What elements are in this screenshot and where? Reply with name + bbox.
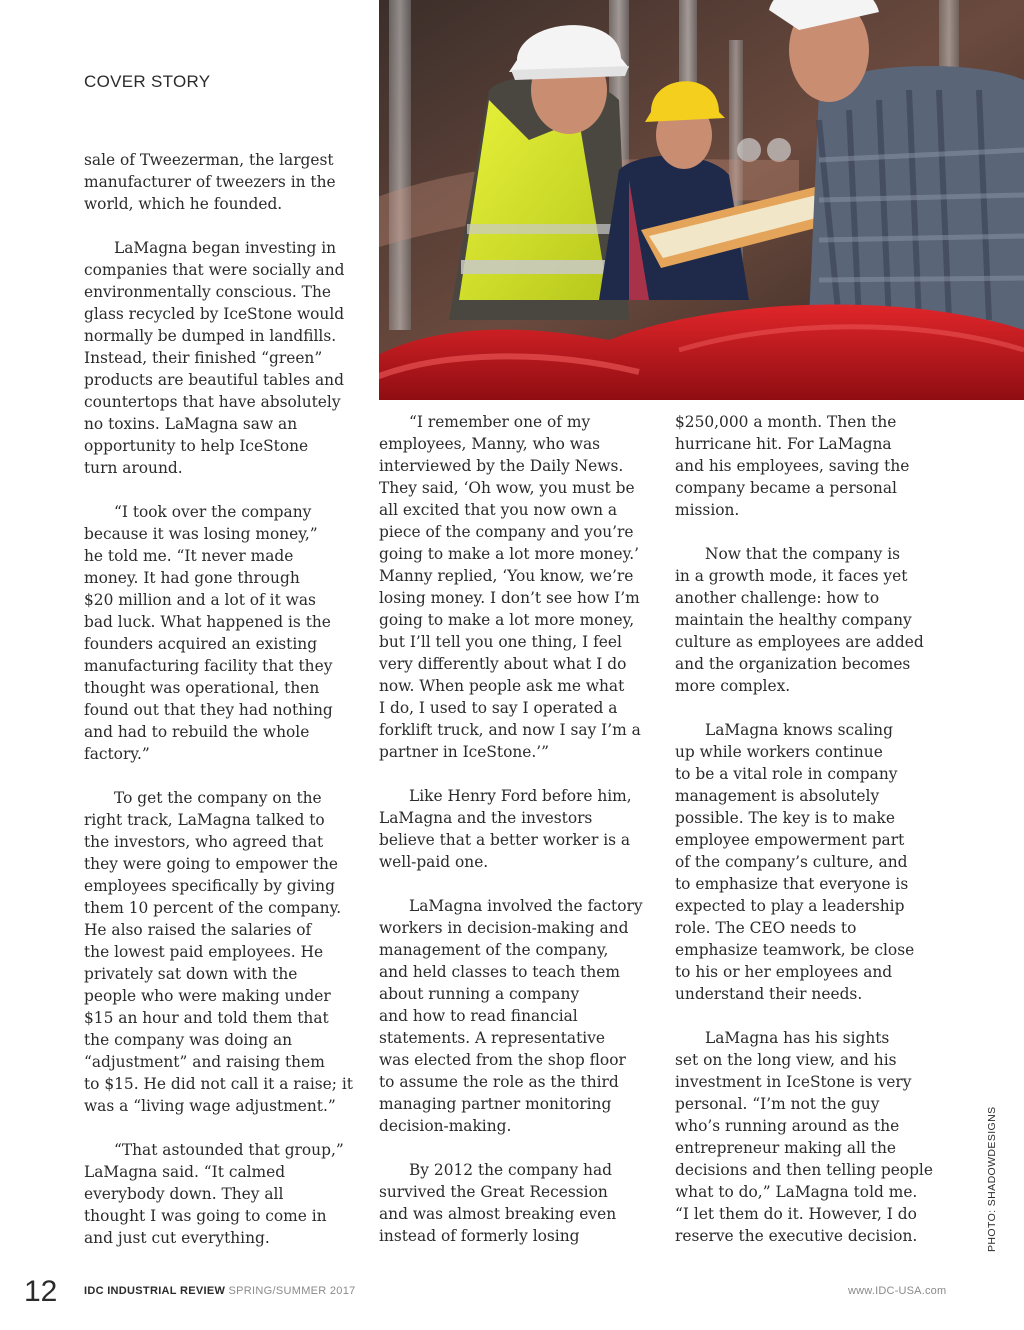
paragraph xyxy=(675,1027,947,1247)
text-line: was a “living wage adjustment.” xyxy=(84,1097,336,1115)
text-line: workers in decision-making and xyxy=(379,919,629,937)
text-line: glass recycled by IceStone would xyxy=(84,305,345,323)
text-line: another challenge: how to xyxy=(675,589,880,607)
text-line: interviewed by the Daily News. xyxy=(379,457,624,475)
text-line: statements. A representative xyxy=(379,1029,606,1047)
text-line: Now that the company is xyxy=(705,545,901,563)
text-line: “That astounded that group,” xyxy=(114,1141,344,1159)
text-line: To get the company on the xyxy=(114,789,322,807)
text-line: mission. xyxy=(675,501,740,519)
text-line: $15 an hour and told them that xyxy=(84,1009,329,1027)
text-line: LaMagna said. “It calmed xyxy=(84,1163,286,1181)
paragraph xyxy=(379,1159,651,1247)
text-line: sale of Tweezerman, the largest xyxy=(84,151,334,169)
text-line: and the organization becomes xyxy=(675,655,911,673)
text-line: forklift truck, and now I say I’m a xyxy=(379,721,641,739)
text-line: of the company’s culture, and xyxy=(675,853,908,871)
text-line: because it was losing money,” xyxy=(84,525,318,543)
text-line: normally be dumped in landfills. xyxy=(84,327,337,345)
text-line: and how to read financial xyxy=(379,1007,578,1025)
text-line: management is absolutely xyxy=(675,787,880,805)
article-column-2 xyxy=(379,411,651,1247)
text-line: partner in IceStone.’” xyxy=(379,743,550,761)
text-line: opportunity to help IceStone xyxy=(84,437,309,455)
paragraph xyxy=(84,149,356,215)
text-line: them 10 percent of the company. xyxy=(84,899,342,917)
paragraph xyxy=(84,237,356,479)
text-line: culture as employees are added xyxy=(675,633,924,651)
paragraph xyxy=(675,411,947,521)
text-line: factory.” xyxy=(84,745,150,763)
text-line: in a growth mode, it faces yet xyxy=(675,567,908,585)
text-line: products are beautiful tables and xyxy=(84,371,344,389)
text-line: companies that were socially and xyxy=(84,261,345,279)
page-footer xyxy=(0,1274,1024,1314)
text-line: who’s running around as the xyxy=(675,1117,900,1135)
text-line: LaMagna involved the factory xyxy=(409,897,643,915)
text-line: to be a vital role in company xyxy=(675,765,898,783)
issue-label: SPRING/SUMMER 2017 xyxy=(228,1285,356,1297)
paragraph xyxy=(379,895,651,1137)
photo-credit: PHOTO: SHADOWDESIGNS xyxy=(986,1106,998,1252)
text-line: maintain the healthy company xyxy=(675,611,912,629)
text-line: to emphasize that everyone is xyxy=(675,875,909,893)
text-line: “I remember one of my xyxy=(409,413,591,431)
text-line: turn around. xyxy=(84,459,183,477)
text-line: very differently about what I do xyxy=(379,655,627,673)
text-line: By 2012 the company had xyxy=(409,1161,613,1179)
website-url[interactable]: www.IDC-USA.com xyxy=(848,1285,947,1297)
text-line: personal. “I’m not the guy xyxy=(675,1095,880,1113)
text-line: people who were making under xyxy=(84,987,331,1005)
text-line: set on the long view, and his xyxy=(675,1051,897,1069)
text-line: $250,000 a month. Then the xyxy=(675,413,897,431)
text-line: privately sat down with the xyxy=(84,965,298,983)
text-line: to his or her employees and xyxy=(675,963,893,981)
text-line: expected to play a leadership xyxy=(675,897,905,915)
text-line: environmentally conscious. The xyxy=(84,283,331,301)
text-line: bad luck. What happened is the xyxy=(84,613,331,631)
text-line: piece of the company and you’re xyxy=(379,523,634,541)
text-line: the investors, who agreed that xyxy=(84,833,324,851)
text-line: what to do,” LaMagna told me. xyxy=(675,1183,918,1201)
text-line: more complex. xyxy=(675,677,791,695)
text-line: role. The CEO needs to xyxy=(675,919,857,937)
text-line: $20 million and a lot of it was xyxy=(84,591,316,609)
text-line: investment in IceStone is very xyxy=(675,1073,912,1091)
cover-photo xyxy=(379,0,1024,400)
text-line: LaMagna knows scaling xyxy=(705,721,893,739)
text-line: hurricane hit. For LaMagna xyxy=(675,435,892,453)
text-line: all excited that you now own a xyxy=(379,501,618,519)
text-line: right track, LaMagna talked to xyxy=(84,811,325,829)
magazine-title xyxy=(84,1285,356,1297)
text-line: management of the company, xyxy=(379,941,609,959)
text-line: to assume the role as the third xyxy=(379,1073,619,1091)
text-line: and his employees, saving the xyxy=(675,457,910,475)
text-line: found out that they had nothing xyxy=(84,701,333,719)
text-line: the company was doing an xyxy=(84,1031,293,1049)
text-line: now. When people ask me what xyxy=(379,677,625,695)
page-number: 12 xyxy=(24,1275,58,1308)
text-line: LaMagna and the investors xyxy=(379,809,593,827)
magazine-brand: IDC INDUSTRIAL REVIEW xyxy=(84,1285,229,1297)
text-line: no toxins. LaMagna saw an xyxy=(84,415,298,433)
paragraph xyxy=(675,719,947,1005)
text-line: believe that a better worker is a xyxy=(379,831,631,849)
text-line: instead of formerly losing xyxy=(379,1227,580,1245)
text-line: employees, Manny, who was xyxy=(379,435,601,453)
text-line: “I took over the company xyxy=(114,503,312,521)
text-line: going to make a lot more money, xyxy=(379,611,635,629)
text-line: losing money. I don’t see how I’m xyxy=(379,589,640,607)
text-line: the lowest paid employees. He xyxy=(84,943,324,961)
paragraph xyxy=(84,787,356,1117)
text-line: everybody down. They all xyxy=(84,1185,284,1203)
text-line: up while workers continue xyxy=(675,743,883,761)
text-line: founders acquired an existing xyxy=(84,635,318,653)
text-line: and just cut everything. xyxy=(84,1229,270,1247)
paragraph xyxy=(675,543,947,697)
text-line: reserve the executive decision. xyxy=(675,1227,918,1245)
text-line: LaMagna began investing in xyxy=(114,239,337,257)
text-line: he told me. “It never made xyxy=(84,547,294,565)
text-line: going to make a lot more money.’ xyxy=(379,545,640,563)
text-line: survived the Great Recession xyxy=(379,1183,608,1201)
paragraph xyxy=(379,785,651,873)
text-line: employees specifically by giving xyxy=(84,877,335,895)
text-line: I do, I used to say I operated a xyxy=(379,699,618,717)
text-line: emphasize teamwork, be close xyxy=(675,941,915,959)
text-line: and held classes to teach them xyxy=(379,963,620,981)
text-line: thought I was going to come in xyxy=(84,1207,327,1225)
text-line: entrepreneur making all the xyxy=(675,1139,896,1157)
text-line: understand their needs. xyxy=(675,985,863,1003)
text-line: decision-making. xyxy=(379,1117,512,1135)
text-line: employee empowerment part xyxy=(675,831,905,849)
article-column-3 xyxy=(675,411,947,1247)
text-line: company became a personal xyxy=(675,479,897,497)
text-line: manufacturing facility that they xyxy=(84,657,333,675)
text-line: He also raised the salaries of xyxy=(84,921,312,939)
text-line: managing partner monitoring xyxy=(379,1095,612,1113)
paragraph xyxy=(84,501,356,765)
text-line: well-paid one. xyxy=(379,853,489,871)
text-line: Instead, their finished “green” xyxy=(84,349,323,367)
text-line: about running a company xyxy=(379,985,580,1003)
text-line: countertops that have absolutely xyxy=(84,393,341,411)
text-line: They said, ‘Oh wow, you must be xyxy=(379,479,635,497)
text-line: thought was operational, then xyxy=(84,679,320,697)
text-line: LaMagna has his sights xyxy=(705,1029,890,1047)
text-line: possible. The key is to make xyxy=(675,809,895,827)
text-line: and had to rebuild the whole xyxy=(84,723,310,741)
text-line: world, which he founded. xyxy=(84,195,283,213)
text-line: but I’ll tell you one thing, I feel xyxy=(379,633,622,651)
text-line: manufacturer of tweezers in the xyxy=(84,173,336,191)
text-line: decisions and then telling people xyxy=(675,1161,933,1179)
text-line: “I let them do it. However, I do xyxy=(675,1205,917,1223)
paragraph xyxy=(84,1139,356,1249)
paragraph xyxy=(379,411,651,763)
text-line: Manny replied, ‘You know, we’re xyxy=(379,567,634,585)
text-line: money. It had gone through xyxy=(84,569,300,587)
text-line: to $15. He did not call it a raise; it xyxy=(84,1075,353,1093)
text-line: and was almost breaking even xyxy=(379,1205,617,1223)
section-label: COVER STORY xyxy=(84,72,211,91)
text-line: they were going to empower the xyxy=(84,855,339,873)
workers-reviewing-documents-image xyxy=(379,0,1024,400)
text-line: “adjustment” and raising them xyxy=(84,1053,325,1071)
article-column-1 xyxy=(84,149,356,1249)
text-line: Like Henry Ford before him, xyxy=(409,787,632,805)
text-line: was elected from the shop floor xyxy=(379,1051,626,1069)
